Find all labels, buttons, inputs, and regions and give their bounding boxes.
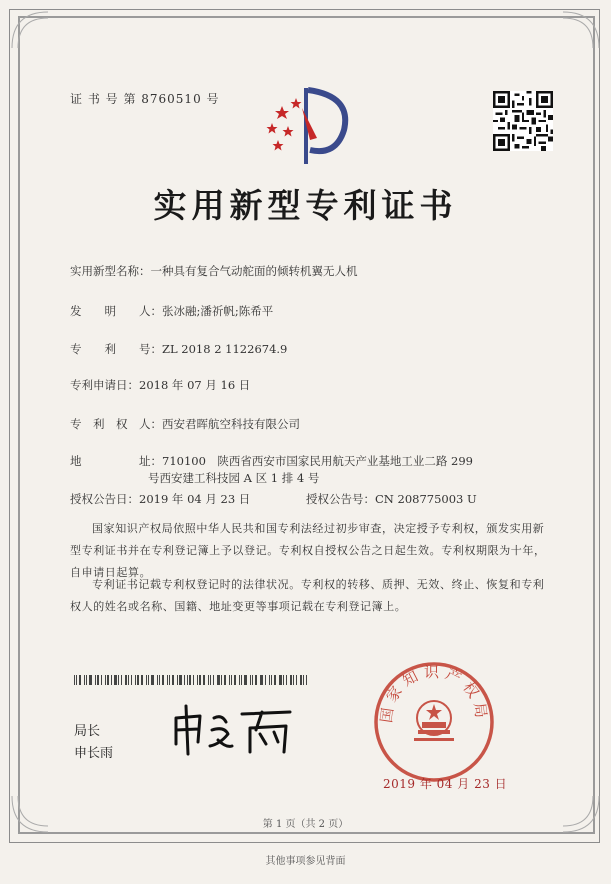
barcode-bar <box>293 675 294 685</box>
barcode-bar <box>210 675 211 685</box>
barcode-bar <box>97 675 99 685</box>
barcode-bar <box>255 675 257 685</box>
barcode-bar <box>148 675 149 685</box>
field-value: 张冰融;潘祈帆;陈希平 <box>162 304 274 318</box>
barcode-bar <box>74 675 75 685</box>
barcode-bar <box>296 675 297 685</box>
legal-status-paragraph: 专利证书记载专利权登记时的法律状况。专利权的转移、质押、无效、终止、恢复和专利权人的姓名或名称、国籍、地址变更等事项记载在专利登记簿上。 <box>70 578 545 613</box>
barcode-bar <box>217 675 220 685</box>
barcode-bar <box>128 675 129 685</box>
barcode-bar <box>193 675 194 685</box>
barcode-bar <box>79 675 81 685</box>
barcode-bar <box>239 675 240 685</box>
barcode-bar <box>224 675 226 685</box>
seal-text: 国家知识产权局 <box>377 663 491 724</box>
barcode-bar <box>283 675 284 685</box>
field-grant-number <box>306 491 477 507</box>
barcode-bar <box>101 675 102 685</box>
barcode-bar <box>141 675 143 685</box>
barcode-bar <box>135 675 136 685</box>
barcode-bar <box>303 675 304 685</box>
barcode-bar <box>169 675 170 685</box>
field-inventors <box>70 303 273 319</box>
barcode-bar <box>177 675 178 685</box>
barcode-bar <box>146 675 147 685</box>
barcode-bar <box>269 675 270 685</box>
field-patentee <box>70 416 300 432</box>
barcode-bar <box>89 675 92 685</box>
field-value: 一种具有复合气动舵面的倾转机翼无人机 <box>150 264 358 278</box>
field-value: ZL 2018 2 1122674.9 <box>162 342 288 356</box>
field-label: 专 利 号： <box>70 342 162 356</box>
field-value: 710100 陕西省西安市国家民用航天产业基地工业二路 299 <box>162 454 474 468</box>
barcode-bar <box>197 675 198 685</box>
barcode-bar <box>118 675 119 685</box>
barcode-bar <box>286 675 287 685</box>
barcode-bar <box>208 675 209 685</box>
barcode-icon <box>74 675 310 685</box>
director-title: 局长 <box>74 724 101 739</box>
field-label: 专利申请日： <box>70 378 139 392</box>
barcode-bar <box>221 675 222 685</box>
field-address-line2 <box>148 470 319 486</box>
official-seal-icon <box>372 660 496 784</box>
barcode-bar <box>159 675 160 685</box>
field-label: 地 址： <box>70 454 162 468</box>
barcode-bar <box>86 675 87 685</box>
barcode-bar <box>105 675 106 685</box>
barcode-bar <box>107 675 109 685</box>
field-label: 发 明 人： <box>70 304 162 318</box>
barcode-bar <box>95 675 96 685</box>
barcode-bar <box>125 675 127 685</box>
field-label: 专 利 权 人： <box>70 417 162 431</box>
barcode-bar <box>76 675 77 685</box>
barcode-bar <box>261 675 263 685</box>
barcode-bar <box>244 675 247 685</box>
field-value: 号西安建工科技园 A 区 1 排 4 号 <box>148 471 320 485</box>
barcode-bar <box>172 675 174 685</box>
barcode-bar <box>203 675 205 685</box>
field-value: CN 208775003 U <box>375 492 477 506</box>
barcode-bar <box>213 675 214 685</box>
barcode-bar <box>290 675 292 685</box>
barcode-bar <box>300 675 302 685</box>
corner-ornament-top-right <box>561 10 601 50</box>
certificate-title: 实用新型专利证书 <box>153 186 458 225</box>
field-label: 实用新型名称： <box>70 264 151 278</box>
field-grant-date <box>70 491 250 507</box>
grant-statement-paragraph: 国家知识产权局依照中华人民共和国专利法经过初步审查，决定授予专利权，颁发实用新型专利证书并在专利登记簿上予以登记。专利权自授权公告之日起生效。专利权期限为十年，自申请日起算。 <box>70 522 546 579</box>
field-address <box>70 453 473 469</box>
field-utility-model-name <box>70 263 358 279</box>
barcode-bar <box>189 675 191 685</box>
field-value: 2018 年 07 月 16 日 <box>139 378 251 392</box>
barcode-bar <box>131 675 132 685</box>
director-name: 申长雨 <box>74 746 114 761</box>
qr-code-icon <box>493 91 553 151</box>
barcode-bar <box>187 675 188 685</box>
barcode-bar <box>252 675 253 685</box>
barcode-bar <box>199 675 201 685</box>
barcode-bar <box>167 675 168 685</box>
field-label: 授权公告日： <box>70 492 139 506</box>
field-filing-date <box>70 377 250 393</box>
barcode-bar <box>260 675 261 685</box>
barcode-bar <box>162 675 164 685</box>
certificate-number: 证 书 号 第 8760510 号 <box>70 92 220 106</box>
barcode-bar <box>279 675 282 685</box>
barcode-bar <box>114 675 117 685</box>
barcode-bar <box>179 675 182 685</box>
page-indicator: 第 1 页（共 2 页） <box>262 819 349 830</box>
seal-date: 2019 年 04 月 23 日 <box>383 777 508 791</box>
barcode-bar <box>250 675 251 685</box>
director-signature <box>170 700 300 760</box>
corner-ornament-top-left <box>10 10 50 50</box>
cnipa-logo-icon <box>262 78 357 168</box>
barcode-bar <box>231 675 232 685</box>
barcode-bar <box>271 675 272 685</box>
field-value: 2019 年 04 月 23 日 <box>139 492 251 506</box>
barcode-bar <box>84 675 85 685</box>
barcode-bar <box>157 675 158 685</box>
barcode-bar <box>265 675 266 685</box>
barcode-bar <box>111 675 112 685</box>
field-value: 西安君晖航空科技有限公司 <box>162 417 300 431</box>
barcode-bar <box>121 675 122 685</box>
barcode-bar <box>306 675 307 685</box>
barcode-bar <box>274 675 276 685</box>
barcode-bar <box>241 675 242 685</box>
footer-note: 其他事项参见背面 <box>265 856 346 867</box>
barcode-bar <box>229 675 230 685</box>
barcode-bar <box>184 675 185 685</box>
barcode-bar <box>151 675 154 685</box>
barcode-bar <box>234 675 236 685</box>
barcode-bar <box>137 675 139 685</box>
field-label: 授权公告号： <box>306 492 375 506</box>
field-patent-number <box>70 341 287 357</box>
